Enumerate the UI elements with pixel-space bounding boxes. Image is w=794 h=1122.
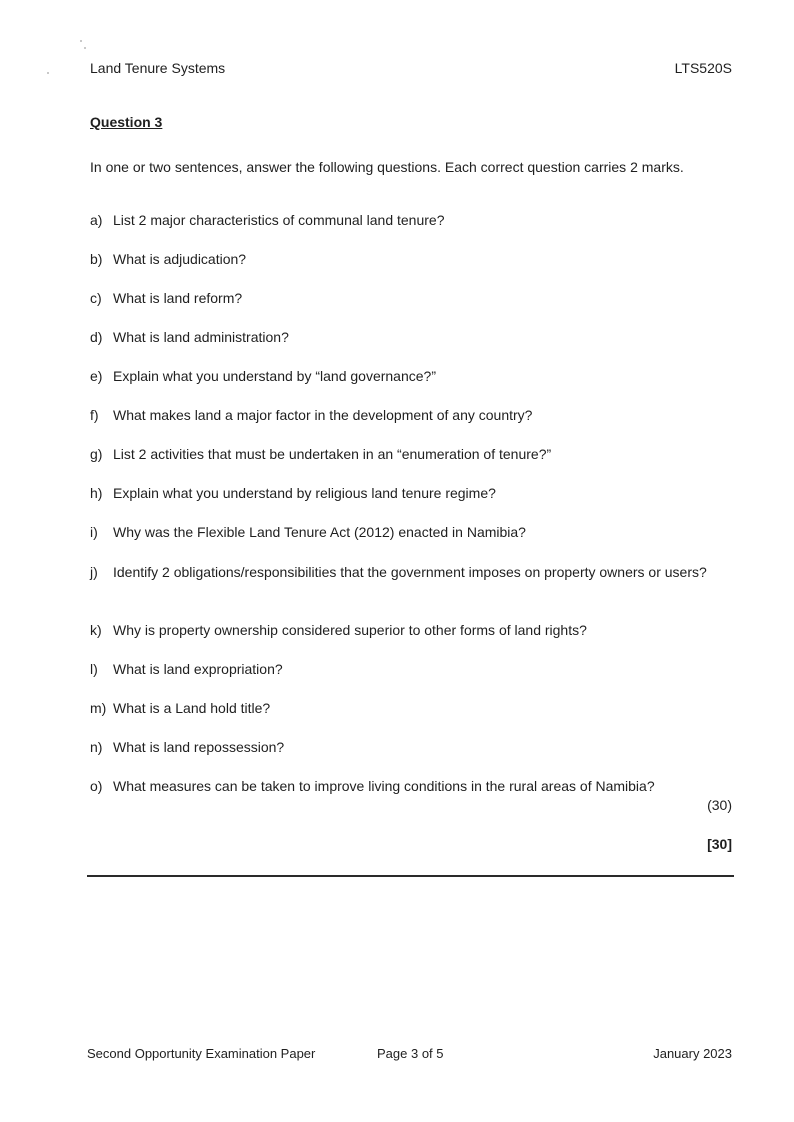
question-text: List 2 major characteristics of communal land tenure? xyxy=(113,212,445,228)
footer-page-number: Page 3 of 5 xyxy=(377,1046,444,1061)
question-letter: e) xyxy=(90,368,103,384)
scan-speck xyxy=(84,47,86,49)
question-text: Explain what you understand by religious land tenure regime? xyxy=(113,485,496,501)
course-title: Land Tenure Systems xyxy=(90,60,226,76)
question-letter: a) xyxy=(90,212,103,228)
question-text: List 2 activities that must be undertaken in an “enumeration of tenure?” xyxy=(113,446,552,462)
question-letter: d) xyxy=(90,329,103,345)
question-letter: k) xyxy=(90,622,102,638)
question-text: What is land repossession? xyxy=(113,739,285,755)
question-letter: h) xyxy=(90,485,103,501)
footer-date: January 2023 xyxy=(653,1046,732,1061)
question-text: What is land expropriation? xyxy=(113,661,283,677)
section-title: Question 3 xyxy=(90,114,163,130)
course-code: LTS520S xyxy=(674,60,732,76)
question-letter: b) xyxy=(90,251,103,267)
question-text: What measures can be taken to improve living conditions in the rural areas of Namibia? xyxy=(113,778,655,794)
question-text: What makes land a major factor in the development of any country? xyxy=(113,407,533,423)
question-letter: j) xyxy=(90,564,98,580)
question-letter: f) xyxy=(90,407,99,423)
question-letter: g) xyxy=(90,446,103,462)
question-text: Identify 2 obligations/responsibilities that the government imposes on property owners or users? xyxy=(113,564,707,580)
footer-paper-name: Second Opportunity Examination Paper xyxy=(87,1046,316,1061)
marks-total: [30] xyxy=(707,836,732,852)
question-text: Why was the Flexible Land Tenure Act (2012) enacted in Namibia? xyxy=(113,524,526,540)
question-letter: l) xyxy=(90,661,98,677)
question-text: What is adjudication? xyxy=(113,251,247,267)
question-letter: c) xyxy=(90,290,102,306)
question-text: What is land administration? xyxy=(113,329,289,345)
instructions-text: In one or two sentences, answer the following questions. Each correct question carries 2 marks. xyxy=(90,159,684,175)
question-text: Explain what you understand by “land governance?” xyxy=(113,368,436,384)
scan-speck xyxy=(47,72,49,74)
question-letter: o) xyxy=(90,778,103,794)
question-text: Why is property ownership considered superior to other forms of land rights? xyxy=(113,622,587,638)
marks-subtotal: (30) xyxy=(707,797,732,813)
question-letter: m) xyxy=(90,700,107,716)
section-divider xyxy=(87,875,734,877)
question-letter: i) xyxy=(90,524,98,540)
question-text: What is a Land hold title? xyxy=(113,700,271,716)
scan-speck xyxy=(80,40,82,42)
question-letter: n) xyxy=(90,739,103,755)
question-text: What is land reform? xyxy=(113,290,243,306)
